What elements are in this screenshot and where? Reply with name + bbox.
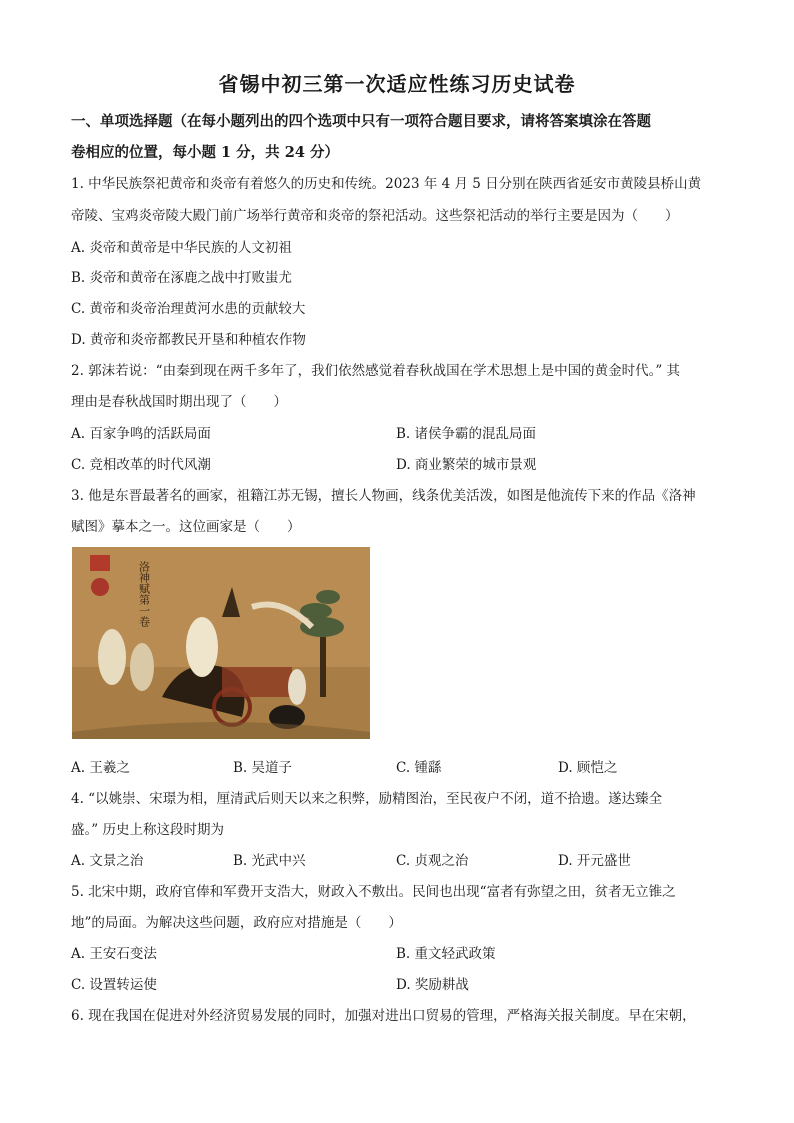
section-heading-line-1: 一、单项选择题（在每小题列出的四个选项中只有一项符合题目要求，请将答案填涂在答题 xyxy=(71,113,651,130)
question-3-option-a: A. 王羲之 xyxy=(71,760,130,776)
question-2-option-c: C. 竞相改革的时代风潮 xyxy=(71,457,211,473)
question-1-option-d: D. 黄帝和炎帝都教民开垦和种植农作物 xyxy=(71,332,306,348)
question-5-option-b: B. 重文轻武政策 xyxy=(396,946,496,962)
question-1-line-1: 1. 中华民族祭祀黄帝和炎帝有着悠久的历史和传统。2023 年 4 月 5 日分别在陕西省延安市黄陵县桥山黄 xyxy=(71,176,702,192)
question-4-option-c: C. 贞观之治 xyxy=(396,853,469,869)
question-4-line-1: 4. “以姚崇、宋璟为相，厘清武后则天以来之积弊，励精图治，至民夜户不闭，道不拾遗。遂达臻全 xyxy=(71,791,663,807)
question-2-option-b: B. 诸侯争霸的混乱局面 xyxy=(396,426,537,442)
question-3-line-2: 赋图》摹本之一。这位画家是（ ） xyxy=(71,519,301,535)
question-4-line-2: 盛。” 历史上称这段时期为 xyxy=(71,822,224,838)
page-title: 省锡中初三第一次适应性练习历史试卷 xyxy=(218,72,576,96)
luoshen-painting-image xyxy=(72,547,370,739)
question-5-line-1: 5. 北宋中期，政府官俸和军费开支浩大，财政入不敷出。民间也出现“富者有弥望之田，贫者无立锥之 xyxy=(71,884,676,900)
question-1-option-c: C. 黄帝和炎帝治理黄河水患的贡献较大 xyxy=(71,301,306,317)
question-3-line-1: 3. 他是东晋最著名的画家，祖籍江苏无锡，擅长人物画，线条优美活泼，如图是他流传下来的作品《洛神 xyxy=(71,488,696,504)
question-2-option-a: A. 百家争鸣的活跃局面 xyxy=(71,426,211,442)
question-4-option-b: B. 光武中兴 xyxy=(233,853,306,869)
question-1-option-a: A. 炎帝和黄帝是中华民族的人文初祖 xyxy=(71,240,292,256)
question-2-line-2: 理由是春秋战国时期出现了（ ） xyxy=(71,394,287,410)
question-4-option-d: D. 开元盛世 xyxy=(558,853,631,869)
question-3-option-d: D. 顾恺之 xyxy=(558,760,618,776)
question-5-line-2: 地”的局面。为解决这些问题，政府应对措施是（ ） xyxy=(71,915,402,931)
question-5-option-d: D. 奖励耕战 xyxy=(396,977,469,993)
question-3-option-c: C. 锺繇 xyxy=(396,760,442,776)
question-6-line-1: 6. 现在我国在促进对外经济贸易发展的同时，加强对进出口贸易的管理，严格海关报关制度。早在宋朝， xyxy=(71,1008,696,1024)
question-4-option-a: A. 文景之治 xyxy=(71,853,144,869)
question-2-line-1: 2. 郭沫若说：“由秦到现在两千多年了，我们依然感觉着春秋战国在学术思想上是中国的黄金时代。” 其 xyxy=(71,363,681,379)
question-1-line-2: 帝陵、宝鸡炎帝陵大殿门前广场举行黄帝和炎帝的祭祀活动。这些祭祀活动的举行主要是因为（ ） xyxy=(71,208,679,224)
question-2-option-d: D. 商业繁荣的城市景观 xyxy=(396,457,537,473)
question-1-option-b: B. 炎帝和黄帝在涿鹿之战中打败蚩尤 xyxy=(71,270,293,286)
svg-text:洛神赋第一卷: 洛神赋第一卷 xyxy=(137,561,151,627)
question-5-option-c: C. 设置转运使 xyxy=(71,977,157,993)
section-heading-line-2: 卷相应的位置，每小题 1 分，共 24 分） xyxy=(71,144,339,161)
question-5-option-a: A. 王安石变法 xyxy=(71,946,157,962)
question-3-option-b: B. 吴道子 xyxy=(233,760,293,776)
